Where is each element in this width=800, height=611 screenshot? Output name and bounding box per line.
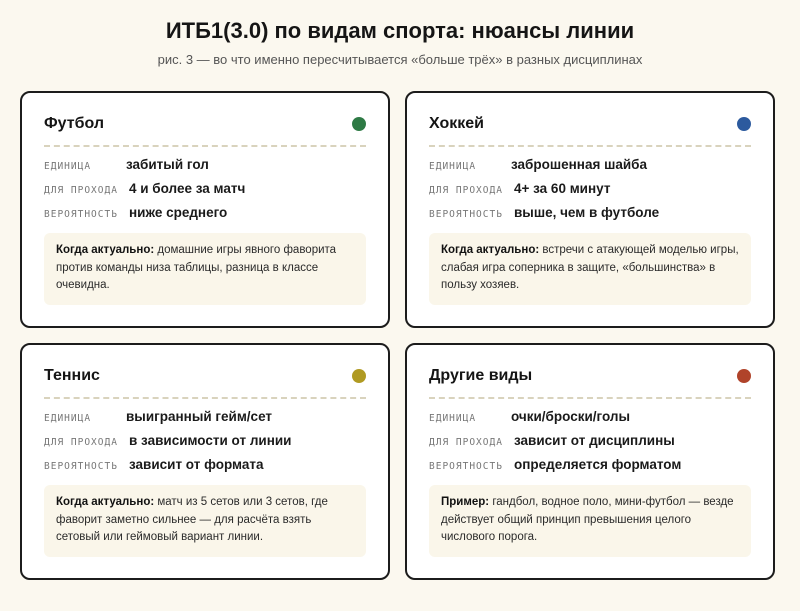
card-tennis (20, 343, 390, 580)
note-lead: Когда актуально: (56, 496, 155, 508)
note-text: встречи с атакующей моделью игры, слабая игра соперника в защите, «большинства» в пользу хозяев. (441, 244, 739, 291)
card-note (44, 485, 366, 557)
card-header (429, 365, 751, 399)
color-dot-icon (352, 117, 366, 131)
row-value: в зависимости от линии (129, 433, 292, 448)
row-label: ЕДИНИЦА (44, 413, 92, 424)
card-rows (44, 409, 366, 481)
color-dot-icon (352, 369, 366, 383)
row-label: ВЕРОЯТНОСТЬ (44, 461, 118, 472)
row-unit (429, 157, 751, 181)
row-value: 4 и более за матч (129, 181, 246, 196)
note-text: домашние игры явного фаворита против команды низа таблицы, разница в классе очевидна. (56, 244, 337, 291)
card-header (44, 365, 366, 399)
card-header (44, 113, 366, 147)
row-unit (44, 157, 366, 181)
row-value: выше, чем в футболе (514, 205, 660, 220)
row-unit (44, 409, 366, 433)
row-value: ниже среднего (129, 205, 228, 220)
page-title: ИТБ1(3.0) по видам спорта: нюансы линии (165, 18, 635, 43)
row-label: ЕДИНИЦА (429, 161, 477, 172)
note-lead: Когда актуально: (441, 244, 540, 256)
row-value: зависит от формата (129, 457, 264, 472)
note-text: гандбол, водное поло, мини-футбол — везде действует общий принцип превышения целого числового порога. (441, 496, 734, 543)
row-prob (429, 457, 751, 481)
row-pass (44, 181, 366, 205)
row-label: ВЕРОЯТНОСТЬ (44, 209, 118, 220)
row-pass (429, 181, 751, 205)
row-label: ВЕРОЯТНОСТЬ (429, 209, 503, 220)
page-subtitle: рис. 3 — во что именно пересчитывается «больше трёх» в разных дисциплинах (157, 52, 643, 67)
card-title: Другие виды (429, 367, 533, 384)
row-label: ДЛЯ ПРОХОДА (429, 437, 503, 448)
note-text: матч из 5 сетов или 3 сетов, где фаворит заметно сильнее — для расчёта взять сетовый или геймовый вариант линии. (56, 496, 328, 543)
row-pass (429, 433, 751, 457)
row-value: определяется форматом (514, 457, 682, 472)
row-label: ДЛЯ ПРОХОДА (44, 437, 118, 448)
card-rows (44, 157, 366, 229)
card-rows (429, 157, 751, 229)
card-note (429, 233, 751, 305)
row-value: выигранный гейм/сет (126, 409, 273, 424)
card-note (429, 485, 751, 557)
row-value: заброшенная шайба (511, 157, 647, 172)
card-title: Хоккей (429, 115, 484, 132)
row-prob (44, 457, 366, 481)
card-football (20, 91, 390, 328)
row-label: ВЕРОЯТНОСТЬ (429, 461, 503, 472)
row-label: ЕДИНИЦА (429, 413, 477, 424)
row-prob (44, 205, 366, 229)
row-value: зависит от дисциплины (514, 433, 675, 448)
color-dot-icon (737, 117, 751, 131)
row-label: ЕДИНИЦА (44, 161, 92, 172)
card-title: Теннис (44, 367, 100, 384)
row-label: ДЛЯ ПРОХОДА (44, 185, 118, 196)
row-value: очки/броски/голы (511, 409, 630, 424)
card-header (429, 113, 751, 147)
row-label: ДЛЯ ПРОХОДА (429, 185, 503, 196)
note-lead: Пример: (441, 496, 490, 508)
row-value: забитый гол (126, 157, 209, 172)
row-pass (44, 433, 366, 457)
card-rows (429, 409, 751, 481)
note-lead: Когда актуально: (56, 244, 155, 256)
row-unit (429, 409, 751, 433)
card-other (405, 343, 775, 580)
row-prob (429, 205, 751, 229)
card-hockey (405, 91, 775, 328)
card-title: Футбол (44, 115, 105, 132)
card-note (44, 233, 366, 305)
row-value: 4+ за 60 минут (514, 181, 611, 196)
color-dot-icon (737, 369, 751, 383)
